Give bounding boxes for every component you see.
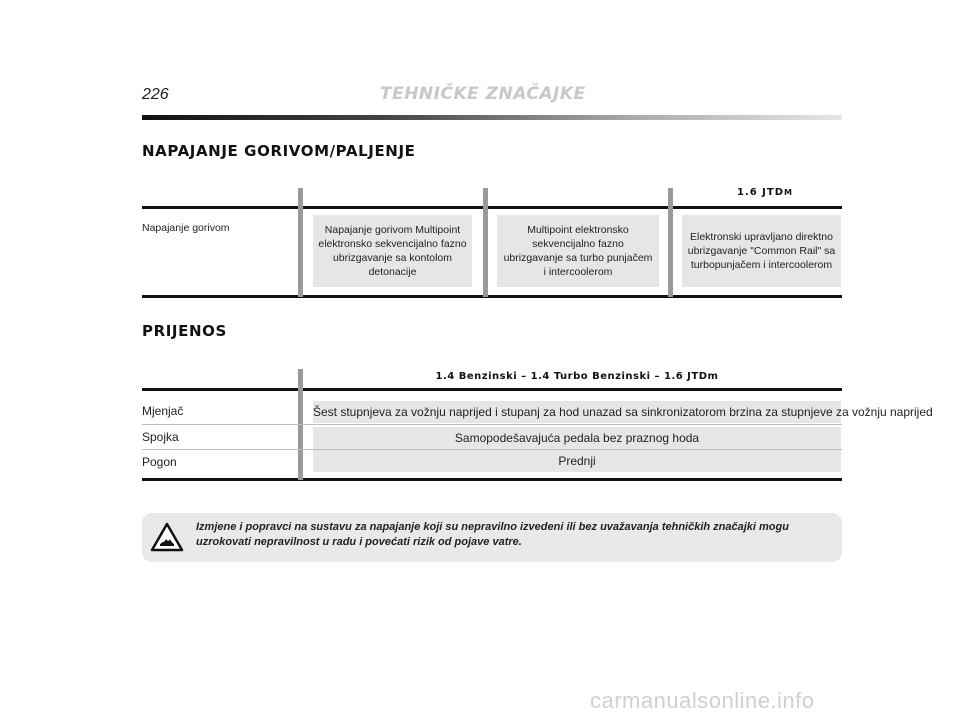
fuel-section-title: NAPAJANJE GORIVOM/PALJENJE (142, 142, 416, 160)
header-rule (142, 115, 842, 120)
watermark: carmanualsonline.info (590, 688, 815, 713)
fuel-table-bottom-rule (142, 295, 842, 298)
transmission-row-value: Prednji (313, 450, 841, 472)
fuel-cell: Multipoint elektronsko sekvencijalno fazno ubrizgavanje sa turbo punjačem i intercoolerom (497, 215, 659, 287)
transmission-row-label: Mjenjač (142, 404, 184, 418)
fuel-column-divider (483, 188, 488, 297)
fuel-column-divider (668, 188, 673, 297)
fuel-column-header (690, 187, 840, 198)
fuel-cell: Elektronski upravljano direktno ubrizgavanje "Common Rail" sa turbopunjačem i intercoolerom (682, 215, 841, 287)
transmission-column-header: 1.4 Benzinski – 1.4 Turbo Benzinski – 1.6 JTDm (435, 371, 719, 382)
fire-warning-icon (150, 522, 184, 552)
transmission-table-top-rule (142, 388, 842, 391)
fuel-row-label: Napajanje gorivom (142, 222, 230, 234)
fuel-table-top-rule (142, 206, 842, 209)
transmission-table-bottom-rule (142, 478, 842, 481)
row-divider (142, 424, 842, 425)
transmission-row-value: Šest stupnjeva za vožnju naprijed i stupanj za hod unazad sa sinkronizatorom brzina za stupnjeve za vožnju naprijed (313, 401, 841, 423)
fuel-cell: Napajanje gorivom Multipoint elektronsko sekvencijalno fazno ubrizgavanje sa kontolom detonacije (313, 215, 472, 287)
transmission-row-value: Samopodešavajuća pedala bez praznog hoda (313, 427, 841, 449)
warning-text: Izmjene i popravci na sustavu za napajanje koji su nepravilno izvedeni ili bez uvažavanja tehničkih značajki mogu uzrokovati nepravilnost u radu i povećati rizik od pojave vatre. (196, 521, 789, 548)
transmission-row-label: Pogon (142, 455, 177, 469)
fuel-column-header-suffix: M (784, 188, 793, 197)
fuel-column-divider (298, 188, 303, 297)
transmission-row-label: Spojka (142, 430, 179, 444)
page-number: 226 (142, 86, 169, 103)
transmission-section-title: PRIJENOS (142, 322, 227, 340)
fuel-column-header-main: 1.6 JTD (736, 187, 785, 198)
chapter-title: TEHNIČKE ZNAČAJKE (380, 84, 586, 104)
